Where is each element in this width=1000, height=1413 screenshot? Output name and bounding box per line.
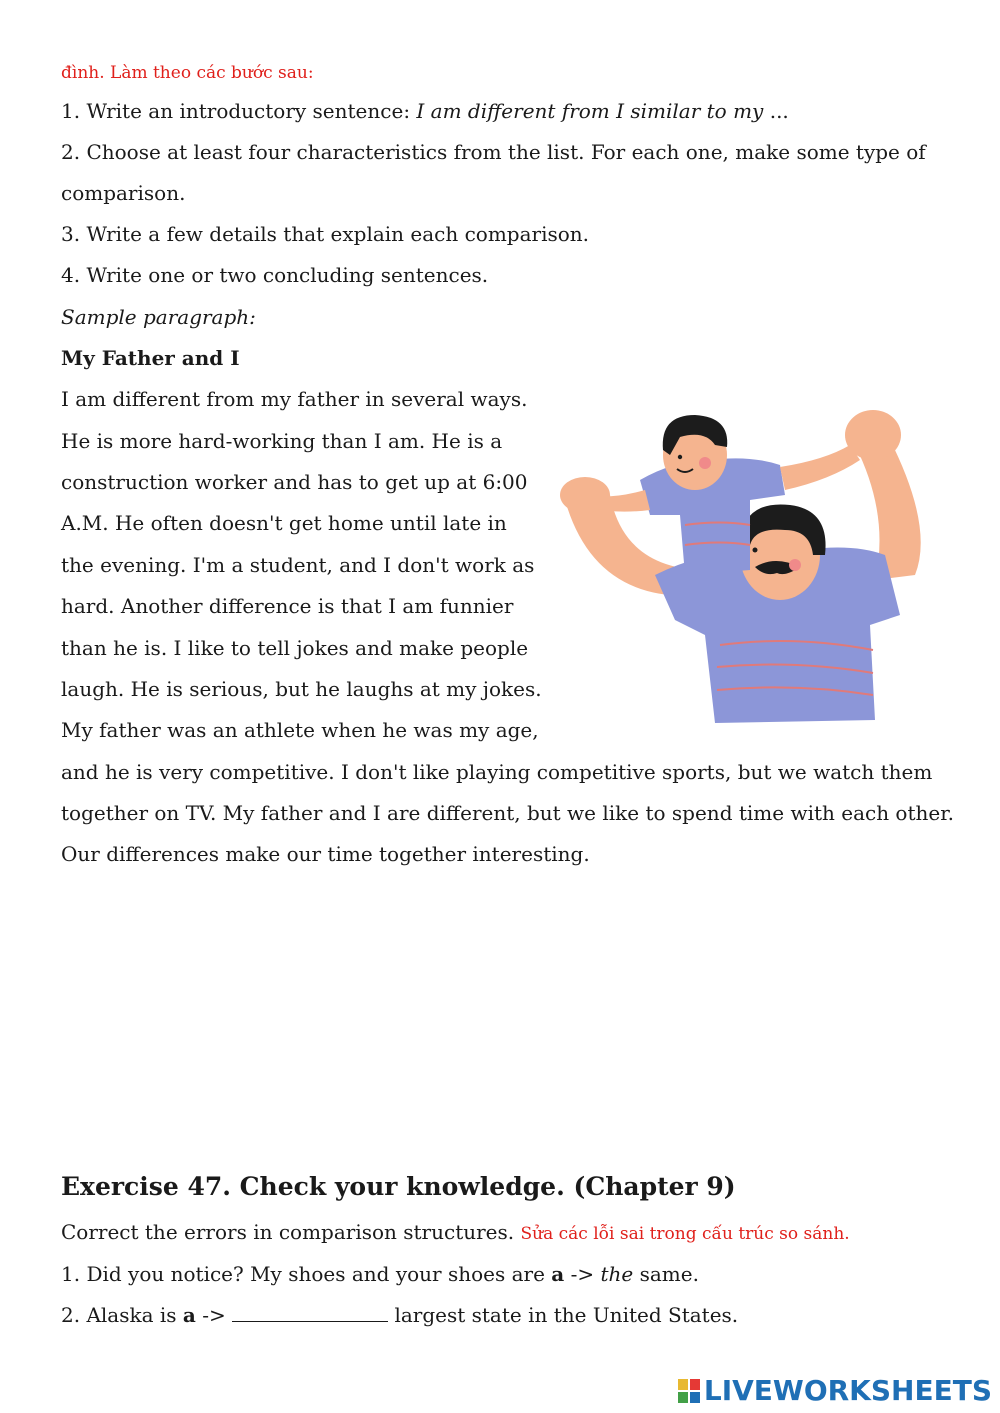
question-2 xyxy=(61,1302,738,1328)
q1-answer[interactable]: the xyxy=(600,1262,634,1286)
paragraph-line: A.M. He often doesn't get home until late in xyxy=(61,511,507,535)
q2-before: 2. Alaska is xyxy=(61,1303,183,1327)
sample-label: Sample paragraph: xyxy=(61,305,256,329)
exercise-heading: Exercise 47. Check your knowledge. (Chapter 9) xyxy=(61,1172,736,1201)
instruction-vi: Sửa các lỗi sai trong cấu trúc so sánh. xyxy=(520,1224,850,1244)
q1-before: 1. Did you notice? My shoes and your shoes are xyxy=(61,1262,552,1286)
step-1 xyxy=(61,98,789,124)
instruction-en: Correct the errors in comparison structures. xyxy=(61,1220,521,1244)
step-2: 2. Choose at least four characteristics from the list. For each one, make some type of xyxy=(61,140,926,164)
logo-text: LIVEWORKSHEETS xyxy=(703,1374,992,1407)
q2-arrow: -> xyxy=(195,1303,233,1327)
q1-error-word: a xyxy=(551,1262,565,1286)
q1-after: same. xyxy=(633,1262,699,1286)
paragraph-line: My father was an athlete when he was my age, xyxy=(61,718,539,742)
step-4: 4. Write one or two concluding sentences. xyxy=(61,263,489,287)
paragraph-line: construction worker and has to get up at 6:00 xyxy=(61,470,528,494)
paragraph-title: My Father and I xyxy=(61,346,240,370)
q2-error-word: a xyxy=(182,1303,196,1327)
paragraph-line: and he is very competitive. I don't like playing competitive sports, but we watch them xyxy=(61,760,933,784)
paragraph-line: hard. Another difference is that I am funnier xyxy=(61,594,514,618)
step-3: 3. Write a few details that explain each comparison. xyxy=(61,222,590,246)
q2-answer-input[interactable] xyxy=(232,1303,388,1322)
step-1-italic: I am different from I similar to my xyxy=(416,99,764,123)
q1-arrow: -> xyxy=(564,1262,601,1286)
instruction-vi-tail: đình. Làm theo các bước sau: xyxy=(61,63,314,83)
paragraph-line: I am different from my father in several ways. xyxy=(61,387,528,411)
step-2-cont: comparison. xyxy=(61,181,186,205)
paragraph-line: together on TV. My father and I are different, but we like to spend time with each other. xyxy=(61,801,954,825)
q2-after: largest state in the United States. xyxy=(388,1303,739,1327)
paragraph-line: laugh. He is serious, but he laughs at my jokes. xyxy=(61,677,542,701)
question-1 xyxy=(61,1261,699,1287)
step-1-tail: ... xyxy=(763,99,789,123)
paragraph-line: than he is. I like to tell jokes and make people xyxy=(61,636,529,660)
paragraph-line: He is more hard-working than I am. He is a xyxy=(61,429,503,453)
exercise-instruction xyxy=(61,1219,850,1247)
logo-mark-icon xyxy=(678,1379,700,1403)
paragraph-line: the evening. I'm a student, and I don't work as xyxy=(61,553,535,577)
liveworksheets-logo xyxy=(678,1374,992,1407)
step-1-text: 1. Write an introductory sentence: xyxy=(61,99,417,123)
father-son-illustration xyxy=(555,405,940,730)
paragraph-line: Our differences make our time together interesting. xyxy=(61,842,590,866)
